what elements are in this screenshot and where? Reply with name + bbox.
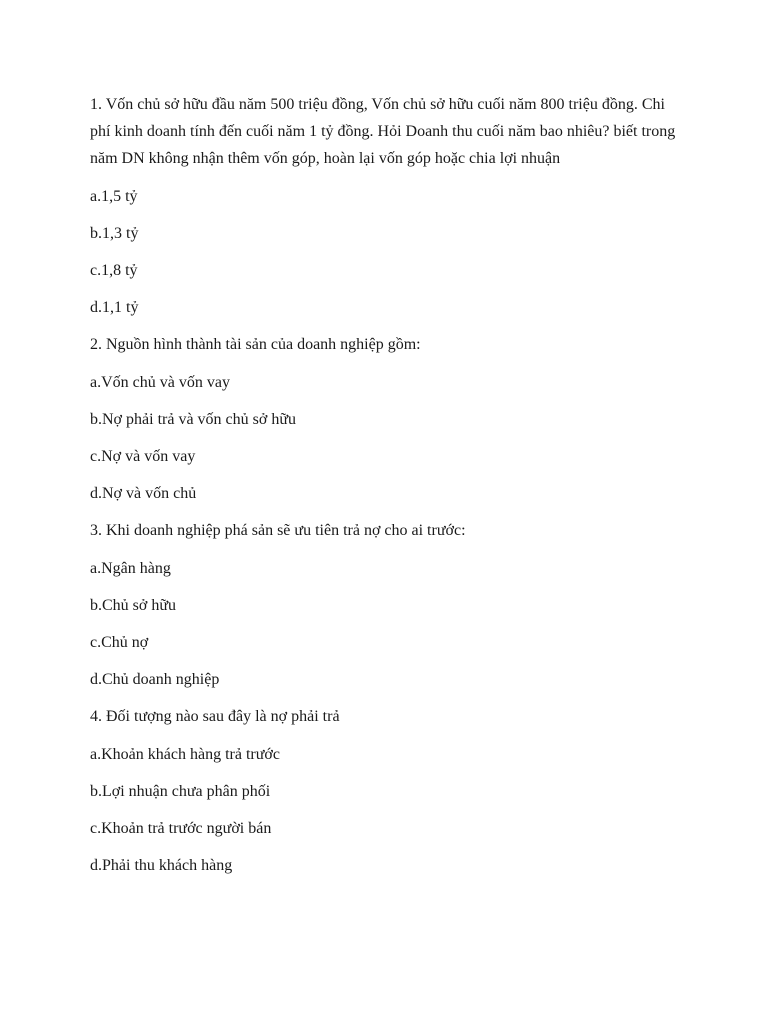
answer-option: d.Nợ và vốn chủ: [90, 485, 197, 502]
answer-option: a.Vốn chủ và vốn vay: [90, 374, 230, 391]
answer-option: a.Khoản khách hàng trả trước: [90, 746, 280, 763]
question-block-3: [90, 517, 680, 693]
question-text: 1. Vốn chủ sở hữu đầu năm 500 triệu đồng, Vốn chủ sở hữu cuối năm 800 triệu đồng. Chi phí kinh doanh tính đến cuối năm 1 tỷ đồng. Hỏi Doanh thu cuối năm bao nhiêu? biết trong năm DN không nhận thêm vốn góp, hoàn lại vốn góp hoặc chia lợi nhuận: [90, 96, 676, 167]
answer-option: a.Ngân hàng: [90, 560, 171, 577]
answer-option: a.1,5 tỷ: [90, 188, 138, 205]
answer-option: b.Chủ sở hữu: [90, 597, 177, 614]
question-block-1: [90, 91, 680, 321]
answer-option: d.Phải thu khách hàng: [90, 857, 233, 874]
question-text: 3. Khi doanh nghiệp phá sản sẽ ưu tiên trả nợ cho ai trước:: [90, 522, 466, 539]
question-block-4: [90, 703, 680, 879]
answer-option: b.Nợ phải trả và vốn chủ sở hữu: [90, 411, 296, 428]
document-body: [90, 91, 680, 889]
question-text: 2. Nguồn hình thành tài sản của doanh nghiệp gồm:: [90, 336, 421, 353]
answer-option: c.Chủ nợ: [90, 634, 149, 651]
answer-option: d.1,1 tỷ: [90, 299, 139, 316]
answer-option: b.Lợi nhuận chưa phân phối: [90, 783, 271, 800]
answer-option: d.Chủ doanh nghiệp: [90, 671, 220, 688]
answer-option: c.1,8 tỷ: [90, 262, 138, 279]
answer-option: c.Nợ và vốn vay: [90, 448, 196, 465]
question-text: 4. Đối tượng nào sau đây là nợ phải trả: [90, 708, 340, 725]
question-block-2: [90, 331, 680, 507]
answer-option: b.1,3 tỷ: [90, 225, 139, 242]
answer-option: c.Khoản trả trước người bán: [90, 820, 272, 837]
